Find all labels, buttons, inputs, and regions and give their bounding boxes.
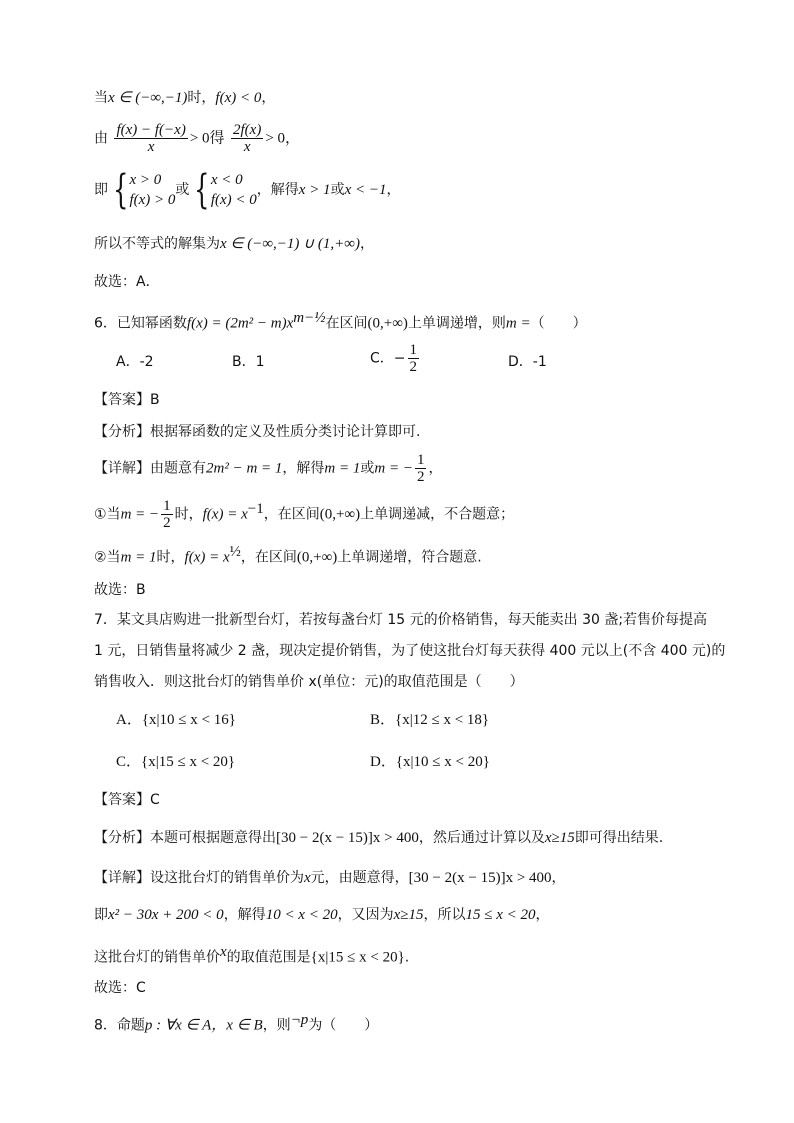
text: ， — [428, 460, 443, 477]
text: 时， — [156, 549, 185, 566]
eq: x > 0 — [129, 172, 162, 188]
text: ②当 — [94, 549, 121, 566]
text: 时， — [187, 90, 216, 106]
option-c — [370, 342, 421, 375]
brace-icon: { — [194, 167, 210, 213]
text: 元，由题意得， — [310, 870, 409, 886]
exponent: −1 — [247, 500, 264, 517]
text: C．− — [370, 350, 406, 367]
text: 故选：B — [94, 582, 146, 598]
text: ，解得 — [256, 182, 299, 198]
option-b — [370, 710, 489, 730]
fraction — [231, 122, 263, 155]
math: 2m² − m = 1 — [206, 460, 283, 477]
text: ， — [551, 870, 566, 886]
math: (0,+∞) — [296, 549, 338, 566]
detail-line — [94, 905, 550, 925]
text: 上单调递增，符合题意. — [337, 549, 482, 566]
brace-icon: { — [113, 167, 129, 213]
eq: f(x) < 0 — [210, 192, 257, 208]
math: {x|15 ≤ x < 20} — [310, 949, 405, 966]
math: f(x) < 0 — [215, 90, 262, 106]
text: B．1 — [232, 354, 265, 370]
text: ， — [386, 182, 401, 198]
math: f(x) = (2m² − m)x — [186, 315, 294, 332]
math: [30 − 2(x − 15)]x > 400 — [276, 830, 419, 846]
text: ，则 — [262, 1017, 291, 1034]
question-6 — [94, 308, 587, 334]
eq: x < 0 — [210, 172, 243, 188]
answer-tag: 【答案】 — [94, 392, 150, 408]
math: (0,+∞) — [367, 315, 408, 332]
numerator: 1 — [409, 342, 418, 358]
text: 根据幂函数的定义及性质分类讨论计算即可. — [150, 424, 421, 440]
math: m = − — [120, 506, 160, 523]
detail-tag: 【详解】 — [94, 870, 150, 886]
text: 或 — [330, 182, 345, 198]
numerator: 2f(x) — [233, 122, 262, 138]
math: m = − — [374, 460, 413, 477]
option-c — [116, 752, 235, 772]
analysis — [94, 828, 663, 848]
detail-line — [94, 942, 409, 968]
math: f(x) = x — [202, 506, 248, 523]
text: ，然后通过计算以及 — [418, 830, 545, 846]
math: f(x) = x — [184, 549, 230, 566]
text: 或 — [360, 460, 375, 477]
option-a — [116, 352, 154, 372]
solution-line — [94, 88, 275, 108]
text: 的取值范围是 — [226, 949, 311, 966]
case-2 — [94, 542, 482, 568]
denominator: x — [243, 139, 251, 155]
math: x > 1 — [298, 182, 331, 198]
option-b — [232, 352, 265, 372]
math: p : ∀x ∈ A，x ∈ B — [144, 1017, 263, 1034]
analysis-tag: 【分析】 — [94, 424, 150, 440]
solution-line — [94, 167, 401, 213]
text: ，解得 — [282, 460, 325, 477]
option-a — [116, 710, 236, 730]
math: m = 1 — [324, 460, 361, 477]
text: 即 — [94, 182, 108, 198]
text: 在区间 — [325, 315, 368, 332]
text: B．{x|12 ≤ x < 18} — [370, 712, 490, 728]
answer — [94, 390, 160, 410]
math: 15 ≤ x < 20 — [465, 907, 536, 923]
text: > 0得 — [189, 130, 225, 147]
text: ， — [261, 90, 276, 106]
fraction — [408, 342, 420, 375]
text: C — [150, 792, 160, 808]
question-7-line — [94, 641, 725, 661]
text: 设这批台灯的销售单价为 — [150, 870, 304, 886]
question-7-line — [94, 610, 707, 630]
numerator: 1 — [163, 498, 171, 514]
text: A．-2 — [116, 354, 154, 370]
text: 由 — [94, 130, 108, 147]
text: 当 — [94, 90, 108, 106]
text: ， — [535, 907, 550, 923]
text: 6．已知幂函数 — [94, 315, 187, 332]
text: B — [150, 392, 160, 408]
solution-line — [94, 122, 300, 155]
text: 或 — [175, 182, 190, 198]
system — [129, 170, 175, 210]
math: x≥15 — [544, 830, 575, 846]
question-7-line — [94, 672, 524, 692]
detail-tag: 【详解】 — [94, 460, 150, 477]
text: D．-1 — [508, 354, 547, 370]
detail — [94, 868, 566, 888]
text: ，解得 — [223, 907, 266, 923]
text: 上单调递增，则 — [407, 315, 506, 332]
text: 销售收入．则这批台灯的销售单价 x(单位：元)的取值范围是（ ） — [94, 674, 524, 690]
math: x — [220, 944, 227, 960]
math: x — [304, 870, 311, 886]
text: ，又因为 — [337, 907, 394, 923]
math: x ∈ (−∞,−1) ∪ (1,+∞) — [220, 236, 360, 252]
fraction — [415, 452, 427, 485]
fraction — [114, 122, 187, 155]
question-8 — [94, 1010, 378, 1036]
math: ¬p — [290, 1012, 309, 1028]
text: 故选：C — [94, 980, 146, 996]
text: 8．命题 — [94, 1017, 145, 1034]
text: . — [404, 949, 410, 966]
text: ，所以 — [423, 907, 466, 923]
eq: f(x) > 0 — [129, 192, 176, 208]
text: D．{x|10 ≤ x < 20} — [370, 754, 490, 770]
math: x < −1 — [344, 182, 387, 198]
text: ①当 — [94, 506, 121, 523]
option-d — [370, 752, 490, 772]
text: 为（ ） — [308, 1017, 379, 1034]
text: （ ） — [530, 315, 587, 332]
solution-line — [94, 234, 374, 254]
text: 时， — [174, 506, 203, 523]
system — [211, 170, 257, 210]
denominator: 2 — [163, 515, 171, 531]
numerator: f(x) − f(−x) — [116, 122, 186, 138]
text: A．{x|10 ≤ x < 16} — [116, 712, 236, 728]
solution-line — [94, 978, 146, 998]
math: m = — [505, 315, 531, 332]
analysis — [94, 422, 420, 442]
text: > 0， — [265, 130, 301, 147]
text: 即 — [94, 907, 108, 923]
math: (0,+∞) — [319, 506, 361, 523]
answer-tag: 【答案】 — [94, 792, 150, 808]
option-d — [508, 352, 547, 372]
exponent: m−½ — [293, 310, 326, 326]
math: x ∈ (−∞,−1) — [108, 90, 188, 106]
text: ，在区间 — [263, 506, 320, 523]
text: 上单调递减，不合题意； — [360, 506, 515, 523]
analysis-tag: 【分析】 — [94, 830, 150, 846]
solution-line — [94, 272, 160, 292]
math: m = 1 — [120, 549, 157, 566]
text: 所以不等式的解集为 — [94, 236, 220, 252]
numerator: 1 — [416, 452, 425, 468]
denominator: 2 — [409, 359, 418, 375]
math: 10 < x < 20 — [265, 907, 338, 923]
math: [30 − 2(x − 15)]x > 400 — [408, 870, 552, 886]
case-1 — [94, 498, 514, 531]
text: C．{x|15 ≤ x < 20} — [116, 754, 236, 770]
math: x² − 30x + 200 < 0 — [108, 907, 224, 923]
text: 由题意有 — [150, 460, 206, 477]
text: 故选：A． — [94, 274, 160, 290]
text: 7．某文具店购进一批新型台灯，若按每盏台灯 15 元的价格销售，每天能卖出 30 盏;若售价每提高 — [94, 612, 708, 628]
text: 即可得出结果. — [574, 830, 664, 846]
denominator: x — [147, 139, 155, 155]
answer — [94, 790, 160, 810]
solution-line — [94, 580, 146, 600]
denominator: 2 — [416, 469, 425, 485]
detail — [94, 452, 442, 485]
text: 1 元，日销售量将减少 2 盏，现决定提价销售，为了使这批台灯每天获得 400 元以上(不含 400 元)的 — [94, 643, 726, 659]
text: ， — [359, 236, 374, 252]
text: 本题可根据题意得出 — [150, 830, 276, 846]
text: 这批台灯的销售单价 — [94, 949, 220, 966]
text: ，在区间 — [240, 549, 297, 566]
fraction — [161, 498, 173, 531]
exponent: ½ — [229, 544, 241, 560]
math: x≥15 — [393, 907, 424, 923]
